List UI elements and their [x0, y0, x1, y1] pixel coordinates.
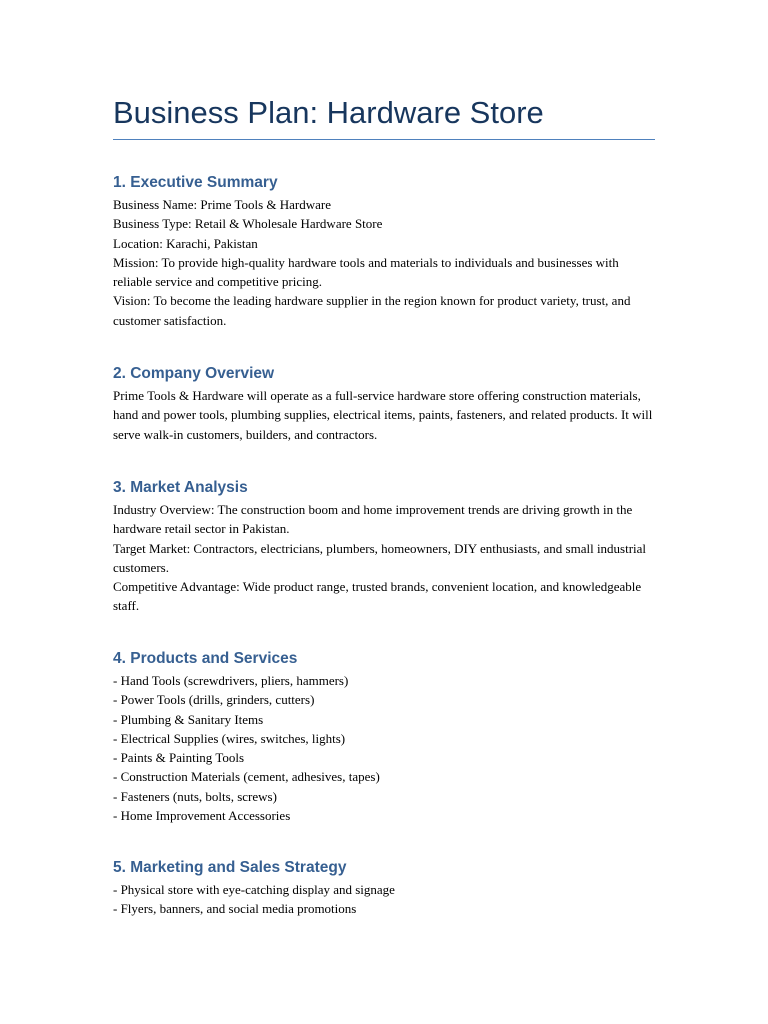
paragraph-line: Business Name: Prime Tools & Hardware [113, 197, 332, 212]
section-heading: 5. Marketing and Sales Strategy [113, 859, 347, 876]
list-item: - Power Tools (drills, grinders, cutters) [113, 692, 315, 708]
list-item: - Paints & Painting Tools [113, 750, 245, 766]
section-market-analysis [113, 477, 655, 616]
section-body [113, 671, 655, 825]
list-item: - Physical store with eye-catching display and signage [113, 882, 395, 897]
section-marketing-and-sales-strategy [113, 857, 655, 919]
paragraph-line: Location: Karachi, Pakistan [113, 235, 258, 251]
list-item: - Electrical Supplies (wires, switches, lights) [113, 730, 346, 746]
section-body [113, 386, 655, 444]
paragraph-line: Mission: To provide high-quality hardware tools and materials to individuals and businesses with reliable service and competitive pricing. [113, 254, 619, 290]
list-item: - Fasteners (nuts, bolts, screws) [113, 788, 277, 804]
document-title: Business Plan: Hardware Store [113, 95, 544, 130]
section-executive-summary [113, 172, 655, 330]
list-item: - Home Improvement Accessories [113, 808, 291, 824]
list-item: - Plumbing & Sanitary Items [113, 711, 264, 727]
section-heading: 4. Products and Services [113, 650, 298, 667]
paragraph-line: Competitive Advantage: Wide product range, trusted brands, convenient location, and knowledgeable staff. [113, 579, 642, 614]
list-item: - Construction Materials (cement, adhesives, tapes) [113, 769, 380, 785]
section-heading: 3. Market Analysis [113, 479, 248, 496]
section-body [113, 195, 655, 330]
section-body [113, 880, 655, 919]
paragraph-line: Vision: To become the leading hardware supplier in the region known for product variety, trust, and customer satisfaction. [113, 293, 631, 328]
paragraph-line: Prime Tools & Hardware will operate as a full-service hardware store offering construction materials, hand and power tools, plumbing supplies, electrical items, paints, fasteners, and related products. It will serve walk-in customers, builders, and contractors. [113, 388, 653, 442]
title-underline [113, 139, 655, 140]
list-item: - Flyers, banners, and social media promotions [113, 901, 357, 917]
section-products-and-services [113, 648, 655, 825]
paragraph-line: Business Type: Retail & Wholesale Hardware Store [113, 216, 383, 232]
paragraph-line: Target Market: Contractors, electricians, plumbers, homeowners, DIY enthusiasts, and small industrial customers. [113, 540, 647, 575]
section-company-overview [113, 363, 655, 444]
section-body [113, 500, 655, 616]
section-heading: 1. Executive Summary [113, 174, 278, 191]
list-item: - Hand Tools (screwdrivers, pliers, hammers) [113, 673, 349, 688]
paragraph-line: Industry Overview: The construction boom and home improvement trends are driving growth in the hardware retail sector in Pakistan. [113, 502, 633, 537]
section-heading: 2. Company Overview [113, 365, 275, 382]
